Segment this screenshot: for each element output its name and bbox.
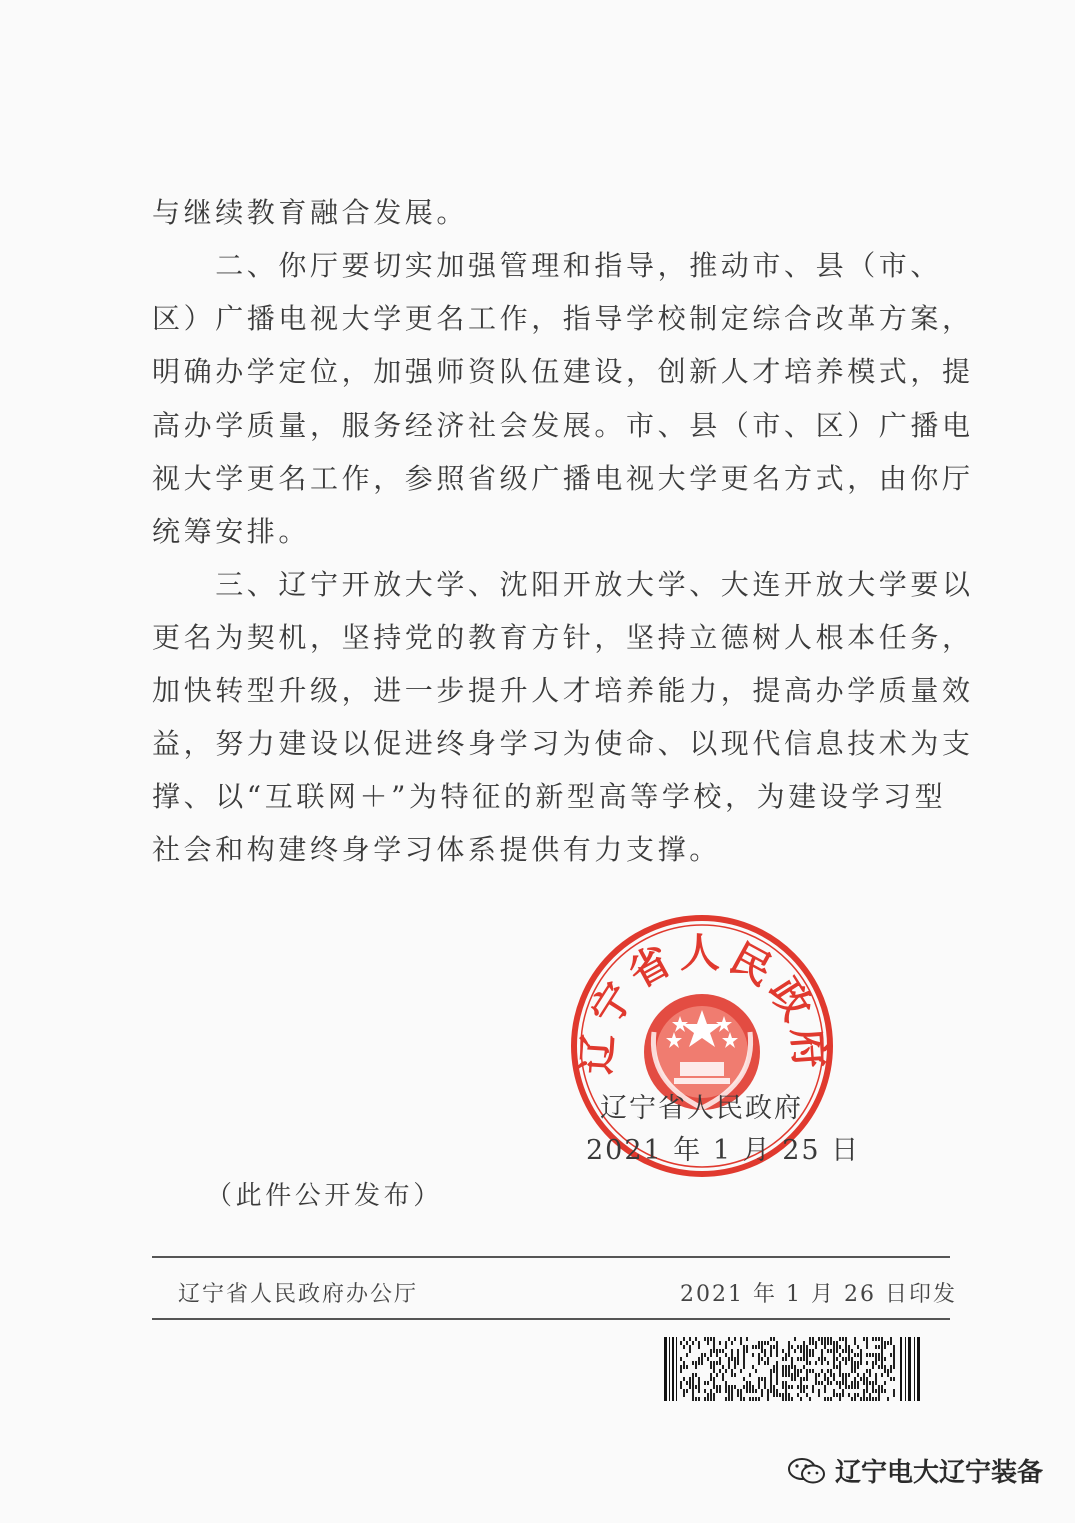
- footer-print-date: 2021 年 1 月 26 日印发: [680, 1282, 957, 1307]
- body-line: 更名为契机，坚持党的教育方针，坚持立德树人根本任务，: [152, 621, 974, 654]
- body-line: 视大学更名工作，参照省级广播电视大学更名方式，由你厅: [152, 462, 974, 495]
- watermark-text: 辽宁电大辽宁装备: [834, 1458, 1043, 1488]
- body-line: 社会和构建终身学习体系提供有力支撑。: [152, 833, 721, 866]
- body-line: 明确办学定位，加强师资队伍建设，创新人才培养模式，提: [152, 355, 974, 388]
- body-line: 高办学质量，服务经济社会发展。市、县（市、区）广播电: [152, 409, 974, 442]
- barcode-icon: [664, 1337, 920, 1401]
- svg-text:辽宁省人民政府: 辽宁省人民政府: [572, 929, 834, 1076]
- body-line: 益，努力建设以促进终身学习为使命、以现代信息技术为支: [152, 727, 974, 760]
- publication-note: （此件公开发布）: [206, 1181, 443, 1211]
- body-line: 统筹安排。: [152, 515, 311, 548]
- watermark: [787, 1452, 1043, 1489]
- footer-divider-top: [152, 1256, 950, 1258]
- body-line: 区）广播电视大学更名工作，指导学校制定综合改革方案，: [152, 302, 974, 335]
- body-line: 与继续教育融合发展。: [152, 196, 469, 229]
- footer-office: 辽宁省人民政府办公厅: [178, 1282, 419, 1307]
- body-line: 加快转型升级，进一步提升人才培养能力，提高办学质量效: [152, 674, 974, 707]
- footer-divider-bottom: [152, 1318, 950, 1320]
- wechat-icon: [787, 1456, 827, 1486]
- body-line: 二、你厅要切实加强管理和指导，推动市、县（市、: [152, 249, 943, 282]
- signature-issuer: 辽宁省人民政府: [600, 1093, 803, 1124]
- body-line: 撑、以“互联网＋”为特征的新型高等学校，为建设学习型: [152, 780, 947, 813]
- signature-date: 2021 年 1 月 25 日: [586, 1135, 861, 1166]
- body-line: 三、辽宁开放大学、沈阳开放大学、大连开放大学要以: [152, 568, 974, 601]
